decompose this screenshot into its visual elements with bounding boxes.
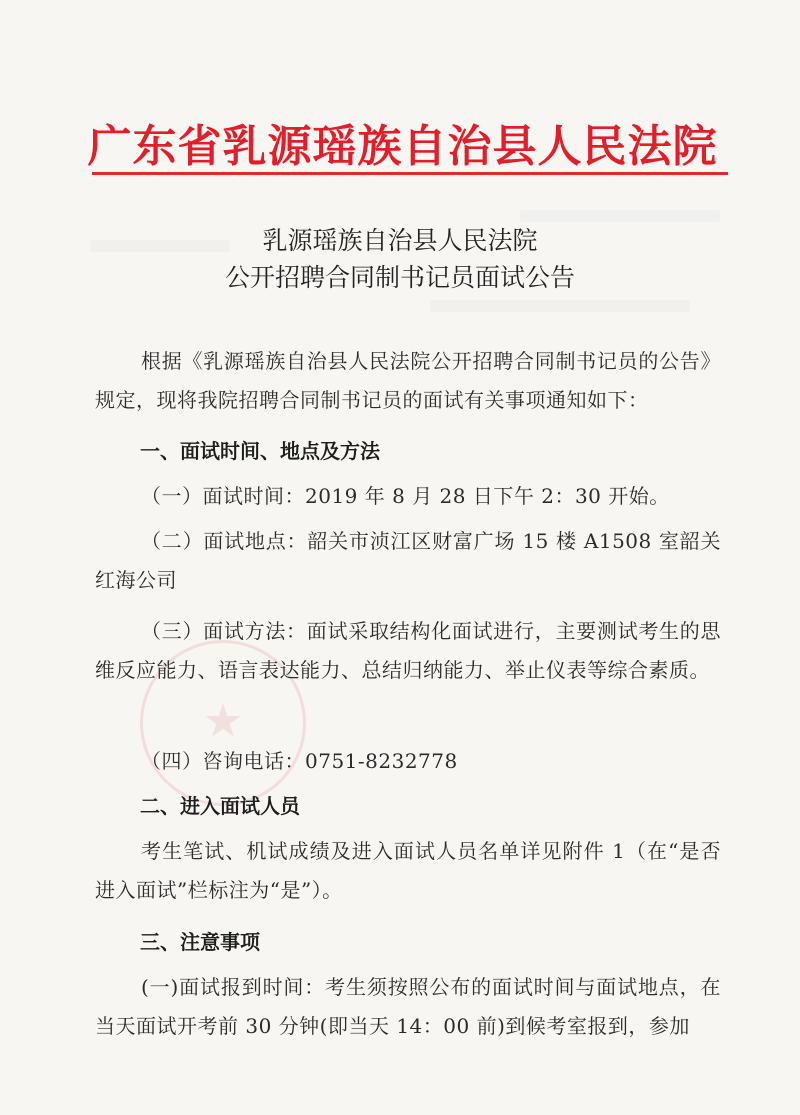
court-name-header: 广东省乳源瑶族自治县人民法院 bbox=[87, 121, 718, 172]
section3-heading: 三、注意事项 bbox=[140, 930, 260, 954]
document-title-line2: 公开招聘合同制书记员面试公告 bbox=[224, 263, 575, 292]
section1-item4: （四）咨询电话：0751-8232778 bbox=[141, 749, 458, 773]
section1-item3: （三）面试方法：面试采取结构化面试进行，主要测试考生的思维反应能力、语言表达能力、总结归纳能力、举止仪表等综合素质。 bbox=[95, 619, 721, 682]
show-through-mark bbox=[430, 300, 690, 312]
seal-star-icon: ★ bbox=[202, 693, 244, 748]
section2-heading: 二、进入面试人员 bbox=[140, 794, 300, 818]
section1-item1: （一）面试时间：2019 年 8 月 28 日下午 2：30 开始。 bbox=[141, 484, 670, 508]
section1-heading: 一、面试时间、地点及方法 bbox=[140, 439, 380, 463]
section3-item1: (一)面试报到时间：考生须按照公布的面试时间与面试地点，在当天面试开考前 30 分钟(即当天 14：00 前)到候考室报到，参加 bbox=[95, 975, 721, 1038]
document-title-line1: 乳源瑶族自治县人民法院 bbox=[262, 226, 538, 255]
section1-item2: （二）面试地点：韶关市浈江区财富广场 15 楼 A1508 室韶关红海公司 bbox=[95, 529, 721, 592]
section2-text: 考生笔试、机试成绩及进入面试人员名单详见附件 1（在“是否进入面试”栏标注为“是”）。 bbox=[95, 839, 721, 902]
red-header-rule bbox=[92, 172, 728, 175]
intro-paragraph: 根据《乳源瑶族自治县人民法院公开招聘合同制书记员的公告》规定，现将我院招聘合同制书记员的面试有关事项通知如下： bbox=[95, 349, 721, 412]
